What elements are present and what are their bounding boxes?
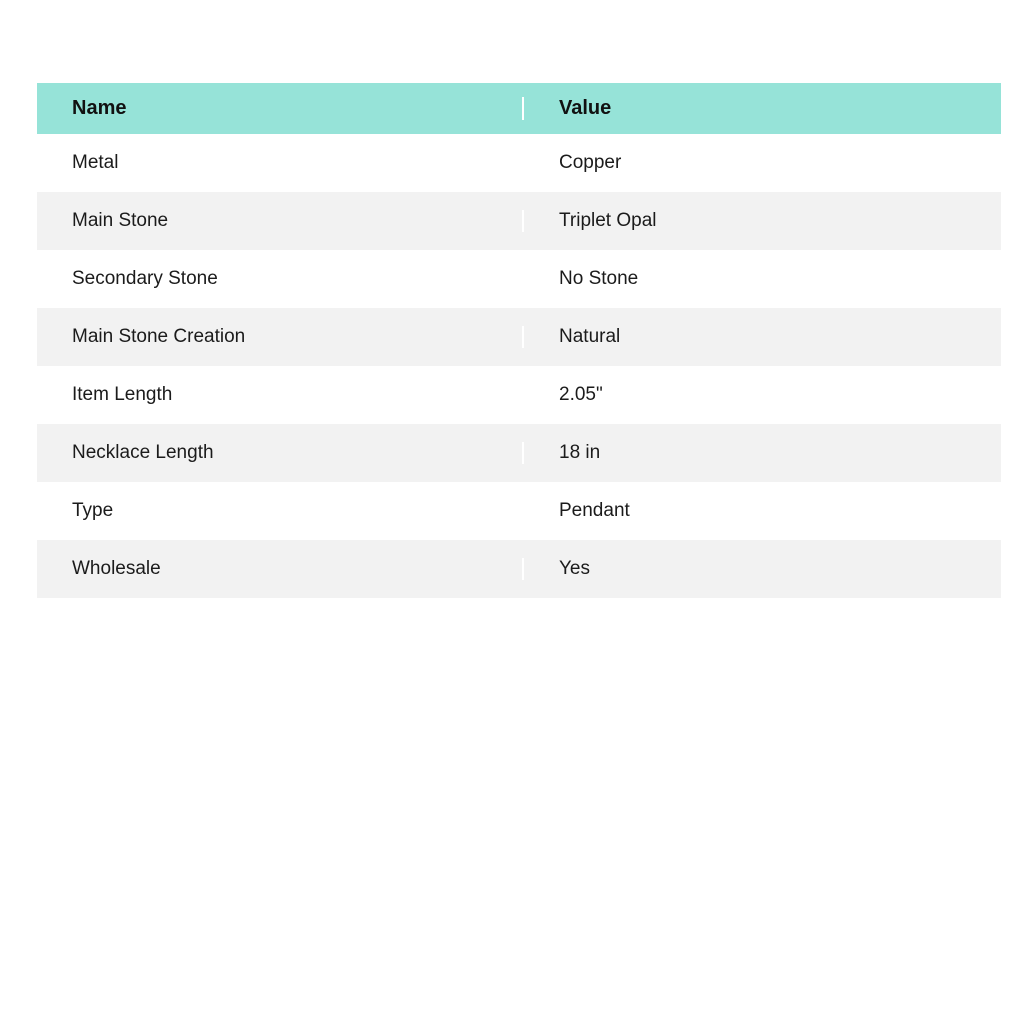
column-header-name: Name: [37, 97, 524, 120]
attribute-name-cell: Main Stone: [37, 210, 524, 232]
column-header-value: Value: [559, 97, 612, 119]
product-spec-table: [37, 83, 1001, 598]
attribute-value-cell: Pendant: [559, 500, 630, 521]
attribute-name-cell: Secondary Stone: [37, 268, 524, 290]
table-header-row: [37, 83, 1001, 134]
attribute-name-cell: Item Length: [37, 384, 524, 406]
table-row: [37, 482, 1001, 540]
table-row: [37, 540, 1001, 598]
attribute-value-cell: Triplet Opal: [559, 210, 657, 231]
attribute-name-cell: Main Stone Creation: [37, 326, 524, 348]
attribute-value-cell: 18 in: [559, 442, 601, 463]
attribute-value-cell: 2.05": [559, 384, 603, 405]
table-row: [37, 424, 1001, 482]
attribute-name-cell: Wholesale: [37, 558, 524, 580]
table-row: [37, 134, 1001, 192]
attribute-value-cell: Natural: [559, 326, 621, 347]
attribute-value-cell: No Stone: [559, 268, 639, 289]
attribute-name-cell: Necklace Length: [37, 442, 524, 464]
table-row: [37, 250, 1001, 308]
table-row: [37, 308, 1001, 366]
attribute-value-cell: Copper: [559, 152, 622, 173]
table-row: [37, 192, 1001, 250]
table-row: [37, 366, 1001, 424]
attribute-name-cell: Type: [37, 500, 524, 522]
table-body: [37, 134, 1001, 598]
attribute-name-cell: Metal: [37, 152, 524, 174]
attribute-value-cell: Yes: [559, 558, 590, 579]
